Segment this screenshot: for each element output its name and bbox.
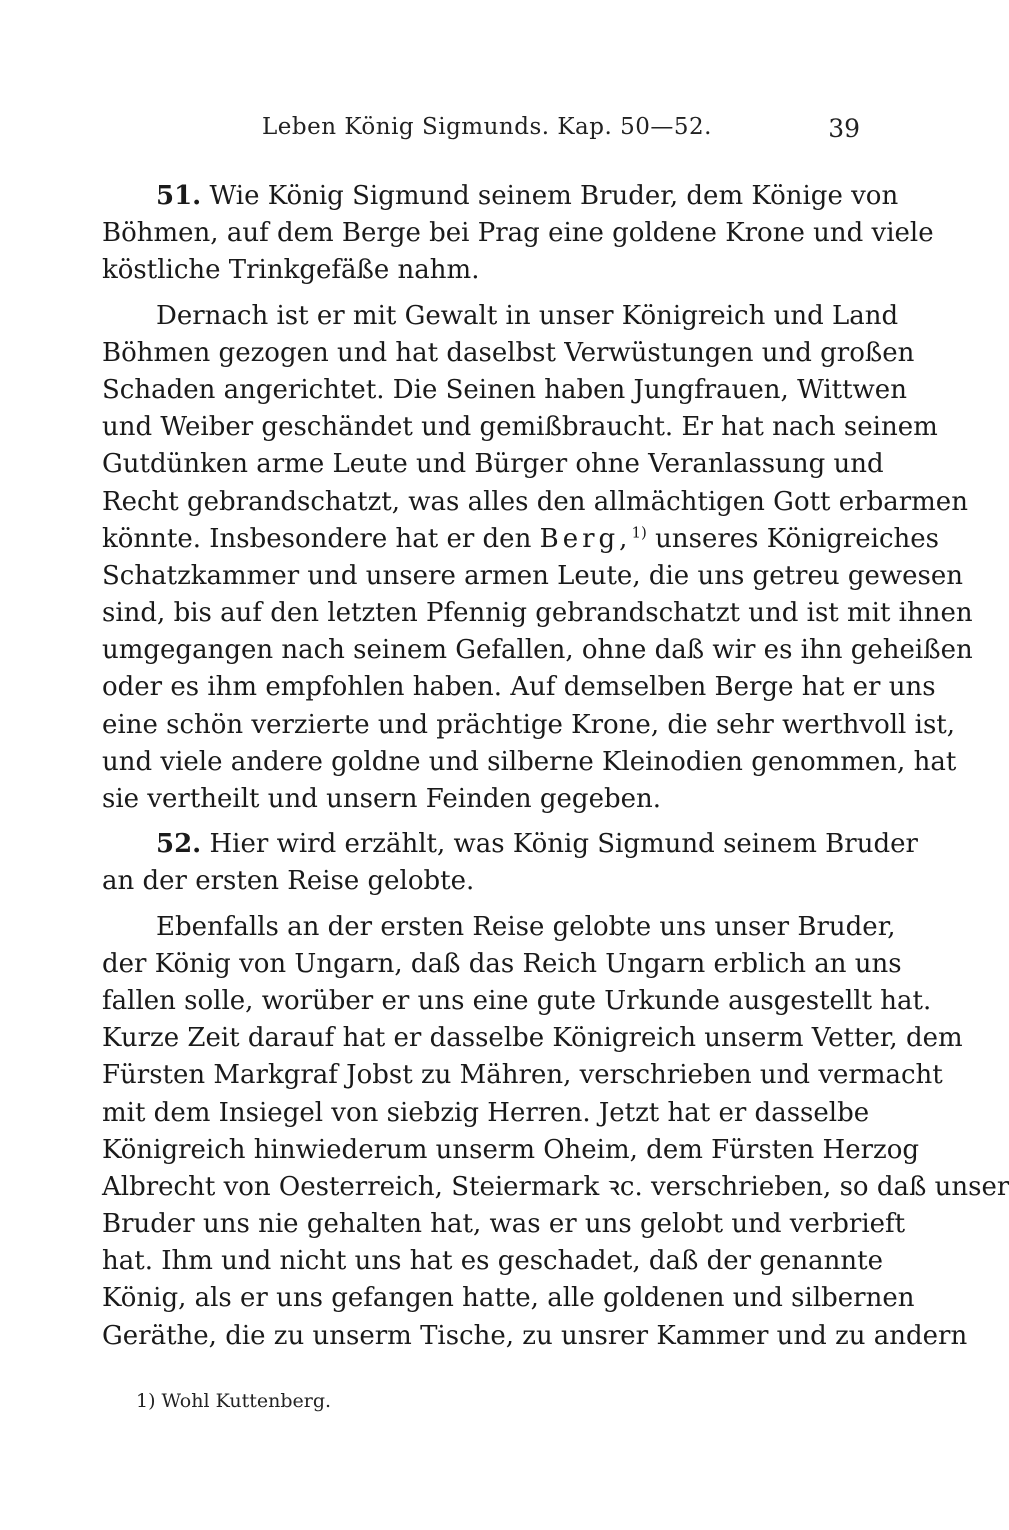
page-number: 39 [828, 114, 860, 143]
section-52-line-5: Fürsten Markgraf Jobst zu Mähren, verschrieben und vermacht [102, 1060, 943, 1091]
section-52-line-1: Ebenfalls an der ersten Reise gelobte uns unser Bruder, [156, 911, 896, 942]
section-52-line-7: Königreich hinwiederum unserm Oheim, dem Fürsten Herzog [102, 1134, 920, 1165]
section-51-line-9: sind, bis auf den letzten Pfennig gebrandschatzt und ist mit ihnen [102, 598, 973, 629]
footnote-marker: 1) [631, 523, 647, 542]
section-52-line-11: König, als er uns gefangen hatte, alle goldenen und silbernen [102, 1283, 915, 1314]
section-51-line-14: sie vertheilt und unsern Feinden gegeben. [102, 784, 661, 814]
page-header [102, 114, 860, 154]
section-51-heading-line-1 [102, 178, 899, 215]
section-52-line-4: Kurze Zeit darauf hat er dasselbe Königreich unserm Vetter, dem [102, 1023, 963, 1054]
section-51-heading-text-1: Wie König Sigmund seinem Bruder, dem Könige von [209, 181, 899, 211]
section-52-line-12: Geräthe, die zu unserm Tische, zu unsrer Kammer und zu andern [102, 1320, 968, 1351]
section-51-line-4: und Weiber geschändet und gemißbraucht. Er hat nach seinem [102, 412, 938, 443]
section-51-line-1: Dernach ist er mit Gewalt in unser Königreich und Land [156, 300, 899, 331]
section-51-heading-line-3: köstliche Trinkgefäße nahm. [102, 255, 480, 286]
section-52-line-3: fallen solle, worüber er uns eine gute Urkunde ausgestellt hat. [102, 985, 932, 1016]
footnote: 1) Wohl Kuttenberg. [136, 1390, 332, 1412]
section-51-line-3: Schaden angerichtet. Die Seinen haben Jungfrauen, Wittwen [102, 374, 907, 405]
section-51-line-11: oder es ihm empfohlen haben. Auf demselben Berge hat er uns [102, 672, 936, 703]
section-51-line-6: Recht gebrandschatzt, was alles den allmächtigen Gott erbarmen [102, 486, 968, 517]
section-51-line-2: Böhmen gezogen und hat daselbst Verwüstungen und großen [102, 337, 915, 368]
section-51-line-12: eine schön verzierte und prächtige Krone, die sehr werthvoll ist, [102, 709, 955, 740]
section-51-heading-line-2: Böhmen, auf dem Berge bei Prag eine goldene Krone und viele [102, 218, 934, 249]
section-52-line-8: Albrecht von Oesterreich, Steiermark ꝛc. verschrieben, so daß unser [102, 1171, 1009, 1202]
section-51-line-13: und viele andere goldne und silberne Kleinodien genommen, hat [102, 746, 957, 777]
running-title: Leben König Sigmunds. Kap. 50—52. [262, 114, 712, 140]
section-51-line-5: Gutdünken arme Leute und Bürger ohne Veranlassung und [102, 449, 884, 480]
section-51-number: 51. [156, 181, 202, 211]
section-52-heading-line-2: an der ersten Reise gelobte. [102, 866, 475, 897]
section-51-line-7-end: unseres Königreiches [646, 523, 940, 554]
section-52-line-2: der König von Ungarn, daß das Reich Ungarn erblich an uns [102, 948, 902, 979]
section-51-line-7-start: könnte. Insbesondere hat er den [102, 523, 532, 554]
section-51-line-7 [102, 521, 940, 558]
section-52-line-10: hat. Ihm und nicht uns hat es geschadet, daß der genannte [102, 1246, 883, 1277]
section-52-heading-line-1 [102, 826, 918, 863]
berg-word: Berg, [539, 523, 632, 554]
section-52-line-6: mit dem Insiegel von siebzig Herren. Jetzt hat er dasselbe [102, 1097, 870, 1128]
page-body [102, 178, 1009, 1355]
section-51-line-8: Schatzkammer und unsere armen Leute, die uns getreu gewesen [102, 560, 964, 591]
section-52-heading-text-1: Hier wird erzählt, was König Sigmund seinem Bruder [209, 829, 918, 860]
section-52-number: 52. [156, 829, 202, 860]
section-52-line-9: Bruder uns nie gehalten hat, was er uns gelobt und verbrieft [102, 1209, 906, 1240]
section-51-line-10: umgegangen nach seinem Gefallen, ohne daß wir es ihn geheißen [102, 635, 973, 666]
